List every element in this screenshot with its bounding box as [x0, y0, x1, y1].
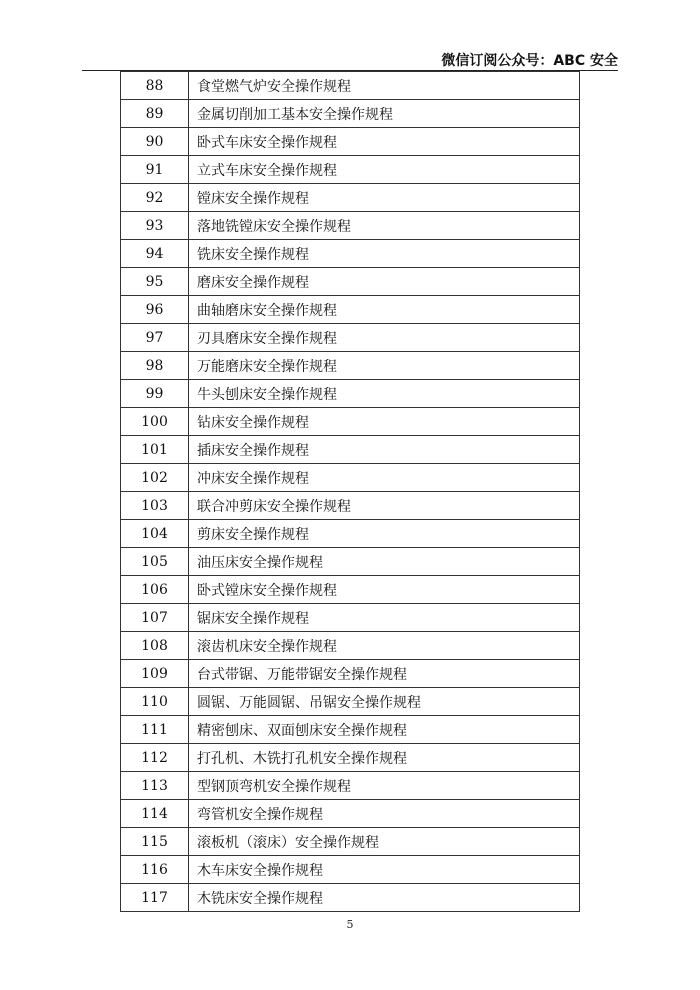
procedure-name: 木铣床安全操作规程 [189, 884, 580, 912]
table-row [121, 268, 580, 296]
row-number: 116 [121, 856, 189, 884]
procedure-name: 滚齿机床安全操作规程 [189, 632, 580, 660]
row-number: 99 [121, 380, 189, 408]
procedure-name: 弯管机安全操作规程 [189, 800, 580, 828]
table-row [121, 408, 580, 436]
procedure-name: 金属切削加工基本安全操作规程 [189, 100, 580, 128]
table-row [121, 464, 580, 492]
row-number: 104 [121, 520, 189, 548]
row-number: 110 [121, 688, 189, 716]
row-number: 97 [121, 324, 189, 352]
table-row [121, 660, 580, 688]
procedure-name: 型钢顶弯机安全操作规程 [189, 772, 580, 800]
table-row [121, 800, 580, 828]
table-row [121, 436, 580, 464]
table-row [121, 604, 580, 632]
procedure-name: 联合冲剪床安全操作规程 [189, 492, 580, 520]
table-row [121, 324, 580, 352]
table-row [121, 128, 580, 156]
table-row [121, 156, 580, 184]
page-number: 5 [346, 918, 354, 931]
row-number: 105 [121, 548, 189, 576]
row-number: 109 [121, 660, 189, 688]
row-number: 96 [121, 296, 189, 324]
table-row [121, 296, 580, 324]
table-row [121, 576, 580, 604]
table-row [121, 828, 580, 856]
row-number: 102 [121, 464, 189, 492]
table-row [121, 380, 580, 408]
procedure-name: 剪床安全操作规程 [189, 520, 580, 548]
table-row [121, 492, 580, 520]
procedure-name: 牛头刨床安全操作规程 [189, 380, 580, 408]
table-row [121, 212, 580, 240]
row-number: 88 [121, 72, 189, 100]
procedures-table [120, 71, 580, 912]
procedure-name: 万能磨床安全操作规程 [189, 352, 580, 380]
row-number: 107 [121, 604, 189, 632]
row-number: 92 [121, 184, 189, 212]
procedure-name: 磨床安全操作规程 [189, 268, 580, 296]
procedure-name: 油压床安全操作规程 [189, 548, 580, 576]
table-row [121, 632, 580, 660]
procedure-name: 精密刨床、双面刨床安全操作规程 [189, 716, 580, 744]
row-number: 98 [121, 352, 189, 380]
row-number: 106 [121, 576, 189, 604]
table-row [121, 884, 580, 912]
row-number: 103 [121, 492, 189, 520]
table-body [121, 72, 580, 912]
row-number: 112 [121, 744, 189, 772]
procedure-name: 食堂燃气炉安全操作规程 [189, 72, 580, 100]
table-row [121, 72, 580, 100]
table-row [121, 856, 580, 884]
row-number: 89 [121, 100, 189, 128]
procedure-name: 立式车床安全操作规程 [189, 156, 580, 184]
table-row [121, 688, 580, 716]
row-number: 113 [121, 772, 189, 800]
procedure-name: 打孔机、木铣打孔机安全操作规程 [189, 744, 580, 772]
procedure-name: 卧式镗床安全操作规程 [189, 576, 580, 604]
procedure-name: 滚板机（滚床）安全操作规程 [189, 828, 580, 856]
row-number: 117 [121, 884, 189, 912]
procedure-name: 圆锯、万能圆锯、吊锯安全操作规程 [189, 688, 580, 716]
table-row [121, 352, 580, 380]
table-row [121, 184, 580, 212]
row-number: 101 [121, 436, 189, 464]
table-row [121, 100, 580, 128]
row-number: 95 [121, 268, 189, 296]
row-number: 115 [121, 828, 189, 856]
row-number: 111 [121, 716, 189, 744]
table-row [121, 744, 580, 772]
row-number: 93 [121, 212, 189, 240]
row-number: 94 [121, 240, 189, 268]
procedure-name: 冲床安全操作规程 [189, 464, 580, 492]
row-number: 100 [121, 408, 189, 436]
procedure-name: 插床安全操作规程 [189, 436, 580, 464]
procedure-name: 卧式车床安全操作规程 [189, 128, 580, 156]
procedure-name: 镗床安全操作规程 [189, 184, 580, 212]
header-title: 微信订阅公众号：ABC 安全 [441, 53, 618, 69]
procedure-name: 曲轴磨床安全操作规程 [189, 296, 580, 324]
procedure-name: 刃具磨床安全操作规程 [189, 324, 580, 352]
table-row [121, 548, 580, 576]
procedure-name: 木车床安全操作规程 [189, 856, 580, 884]
row-number: 114 [121, 800, 189, 828]
row-number: 90 [121, 128, 189, 156]
table-row [121, 716, 580, 744]
row-number: 108 [121, 632, 189, 660]
procedure-name: 台式带锯、万能带锯安全操作规程 [189, 660, 580, 688]
table-row [121, 772, 580, 800]
procedure-name: 落地铣镗床安全操作规程 [189, 212, 580, 240]
procedure-name: 铣床安全操作规程 [189, 240, 580, 268]
row-number: 91 [121, 156, 189, 184]
procedure-name: 钻床安全操作规程 [189, 408, 580, 436]
table-row [121, 520, 580, 548]
table-row [121, 240, 580, 268]
procedure-name: 锯床安全操作规程 [189, 604, 580, 632]
